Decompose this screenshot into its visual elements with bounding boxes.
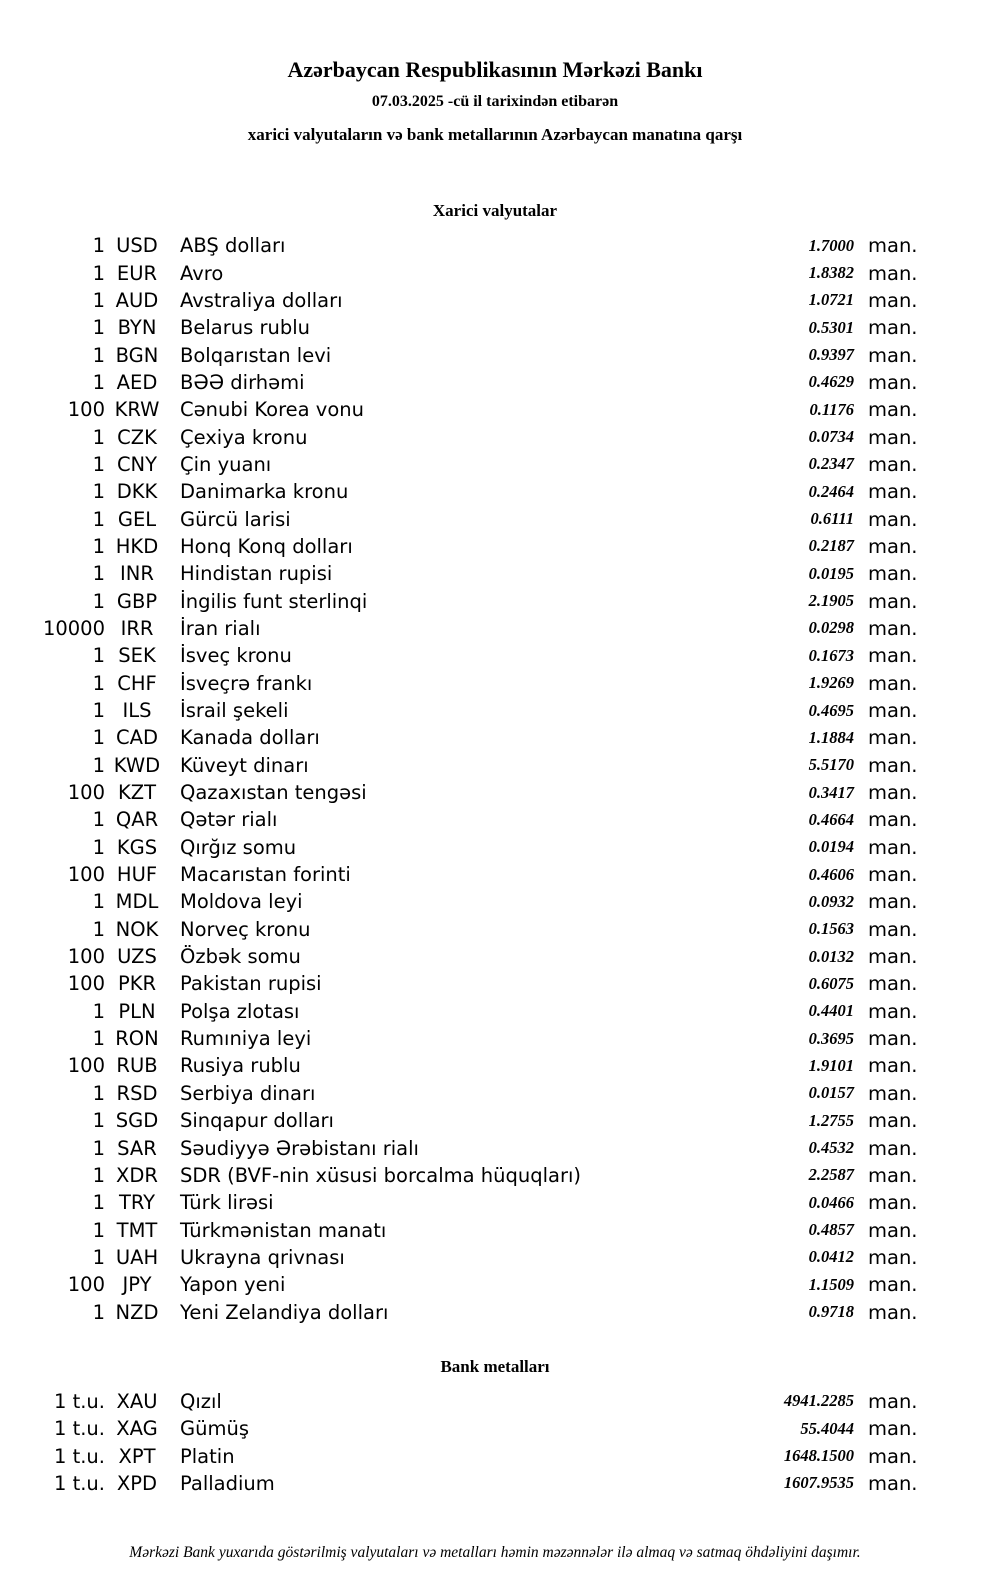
row-rate-value: 0.4857: [808, 1220, 854, 1240]
rate-row: [0, 697, 922, 724]
row-unit-label: man.: [868, 1444, 918, 1468]
row-unit-label: man.: [868, 589, 918, 613]
row-currency-code: XPD: [116, 1471, 158, 1495]
row-currency-name: Cənubi Korea vonu: [180, 398, 364, 422]
row-unit-label: man.: [868, 370, 918, 394]
row-quantity: 1: [92, 288, 105, 312]
rate-row: [0, 287, 922, 314]
row-rate-value: 2.2587: [808, 1165, 854, 1185]
row-quantity: 100: [67, 972, 105, 996]
row-currency-name: Sinqapur dolları: [180, 1109, 334, 1133]
row-quantity: 100: [67, 1054, 105, 1078]
row-unit-label: man.: [868, 562, 918, 586]
row-currency-name: Hindistan rupisi: [180, 562, 333, 586]
row-currency-code: CHF: [117, 671, 157, 695]
row-unit-label: man.: [868, 316, 918, 340]
row-currency-code: XAU: [116, 1389, 158, 1413]
row-rate-value: 1.1884: [808, 727, 854, 747]
row-quantity: 1: [92, 671, 105, 695]
metals-section-title: Bank metalları: [440, 1356, 550, 1376]
row-currency-name: Pakistan rupisi: [180, 972, 322, 996]
row-currency-name: Belarus rublu: [180, 316, 311, 340]
rate-row: [0, 1470, 922, 1497]
document-subtitle: xarici valyutaların və bank metallarının Azərbaycan manatına qarşı: [247, 125, 743, 144]
row-currency-name: İsveçrə frankı: [180, 671, 313, 695]
row-quantity: 1: [92, 589, 105, 613]
row-currency-name: Kanada dolları: [180, 726, 320, 750]
row-unit-label: man.: [868, 343, 918, 367]
row-quantity: 1: [92, 1218, 105, 1242]
row-quantity: 1: [92, 753, 105, 777]
row-currency-code: USD: [116, 234, 158, 258]
row-unit-label: man.: [868, 261, 918, 285]
row-quantity: 1: [92, 507, 105, 531]
rate-row: [0, 916, 922, 943]
row-unit-label: man.: [868, 699, 918, 723]
row-currency-code: RON: [115, 1027, 159, 1051]
row-rate-value: 1607.9535: [783, 1473, 854, 1493]
row-rate-value: 0.1673: [808, 645, 854, 665]
row-rate-value: 0.1176: [809, 399, 854, 419]
row-currency-name: Yapon yeni: [180, 1273, 286, 1297]
row-quantity: 1: [92, 480, 105, 504]
row-currency-code: TRY: [118, 1191, 156, 1215]
row-rate-value: 55.4044: [800, 1418, 854, 1438]
row-unit-label: man.: [868, 1471, 918, 1495]
row-rate-value: 0.4606: [808, 864, 854, 884]
row-currency-code: KGS: [116, 835, 158, 859]
row-currency-code: EUR: [116, 261, 158, 285]
rate-row: [0, 724, 922, 751]
row-currency-code: SGD: [115, 1109, 159, 1133]
row-currency-code: NZD: [115, 1300, 159, 1324]
row-rate-value: 0.2347: [808, 454, 854, 474]
row-quantity: 1: [92, 1081, 105, 1105]
rate-row: [0, 615, 922, 642]
row-unit-label: man.: [868, 1054, 918, 1078]
row-quantity: 1: [92, 1109, 105, 1133]
row-rate-value: 4941.2285: [783, 1391, 854, 1411]
row-rate-value: 0.0195: [808, 563, 854, 583]
row-currency-name: İsveç kronu: [180, 644, 292, 668]
currencies-section-title: Xarici valyutalar: [432, 201, 558, 220]
row-quantity: 1 t.u.: [53, 1444, 105, 1468]
row-unit-label: man.: [868, 863, 918, 887]
row-unit-label: man.: [868, 1218, 918, 1242]
row-currency-name: Gümüş: [180, 1417, 249, 1441]
rate-row: [0, 1442, 922, 1469]
row-quantity: 1: [92, 425, 105, 449]
row-currency-name: SDR (BVF-nin xüsusi borcalma hüquqları): [180, 1163, 582, 1187]
row-currency-code: UZS: [117, 945, 157, 969]
row-rate-value: 0.4401: [808, 1001, 854, 1021]
rate-row: [0, 1189, 922, 1216]
row-currency-name: Qırğız somu: [180, 835, 297, 859]
row-currency-code: UAH: [115, 1245, 159, 1269]
row-currency-code: BYN: [117, 316, 157, 340]
row-quantity: 100: [67, 945, 105, 969]
rate-row: [0, 1388, 922, 1415]
row-unit-label: man.: [868, 945, 918, 969]
row-quantity: 1: [92, 562, 105, 586]
row-rate-value: 0.0932: [808, 891, 854, 911]
rate-row: [0, 1415, 922, 1442]
row-quantity: 1: [92, 890, 105, 914]
row-currency-code: CNY: [116, 452, 158, 476]
row-currency-name: Rumıniya leyi: [180, 1027, 312, 1051]
row-currency-name: Polşa zlotası: [180, 999, 300, 1023]
row-rate-value: 0.6075: [808, 973, 854, 993]
row-quantity: 1: [92, 1300, 105, 1324]
rate-row: [0, 423, 922, 450]
row-rate-value: 1.9101: [808, 1055, 854, 1075]
row-currency-code: GBP: [116, 589, 158, 613]
row-quantity: 1: [92, 726, 105, 750]
row-currency-name: Qızıl: [180, 1389, 222, 1413]
row-rate-value: 5.5170: [808, 755, 854, 775]
metal-rates-table: [0, 1388, 990, 1497]
row-currency-name: Rusiya rublu: [180, 1054, 301, 1078]
row-currency-code: MDL: [115, 890, 159, 914]
page-title: Azərbaycan Respublikasının Mərkəzi Bankı: [287, 57, 703, 82]
row-unit-label: man.: [868, 1389, 918, 1413]
rate-row: [0, 752, 922, 779]
row-rate-value: 0.4695: [808, 700, 854, 720]
row-rate-value: 1.8382: [808, 263, 854, 283]
rate-row: [0, 888, 922, 915]
row-currency-code: CZK: [117, 425, 157, 449]
row-currency-code: BGN: [115, 343, 159, 367]
row-quantity: 1: [92, 534, 105, 558]
row-rate-value: 0.0466: [808, 1192, 854, 1212]
rate-row: [0, 478, 922, 505]
row-unit-label: man.: [868, 1300, 918, 1324]
row-currency-name: Qazaxıstan tengəsi: [180, 781, 367, 805]
row-unit-label: man.: [868, 480, 918, 504]
row-currency-name: Türk lirəsi: [180, 1191, 274, 1215]
row-rate-value: 0.9718: [808, 1302, 854, 1322]
row-unit-label: man.: [868, 890, 918, 914]
rate-row: [0, 642, 922, 669]
row-currency-code: CAD: [116, 726, 158, 750]
row-unit-label: man.: [868, 808, 918, 832]
row-quantity: 1: [92, 261, 105, 285]
row-currency-name: Bolqarıstan levi: [180, 343, 332, 367]
row-unit-label: man.: [868, 1273, 918, 1297]
row-quantity: 1: [92, 1245, 105, 1269]
row-currency-code: RSD: [116, 1081, 158, 1105]
row-currency-name: Yeni Zelandiya dolları: [180, 1300, 389, 1324]
row-quantity: 1: [92, 917, 105, 941]
rate-row: [0, 259, 922, 286]
rate-row: [0, 560, 922, 587]
row-currency-name: Çexiya kronu: [180, 425, 308, 449]
row-currency-name: ABŞ dolları: [180, 234, 286, 258]
rate-row: [0, 396, 922, 423]
row-currency-name: Ukrayna qrivnası: [180, 1245, 345, 1269]
row-rate-value: 1.1509: [808, 1274, 854, 1294]
row-quantity: 100: [67, 863, 105, 887]
row-currency-code: PKR: [117, 972, 157, 996]
row-quantity: 1 t.u.: [53, 1417, 105, 1441]
row-currency-name: Avstraliya dolları: [180, 288, 343, 312]
row-currency-name: Danimarka kronu: [180, 480, 349, 504]
row-quantity: 1: [92, 699, 105, 723]
rate-row: [0, 806, 922, 833]
row-currency-code: KRW: [114, 398, 160, 422]
row-currency-code: RUB: [116, 1054, 158, 1078]
row-currency-name: İsrail şekeli: [180, 699, 289, 723]
row-unit-label: man.: [868, 288, 918, 312]
row-unit-label: man.: [868, 644, 918, 668]
rate-row: [0, 1216, 922, 1243]
row-unit-label: man.: [868, 398, 918, 422]
disclaimer-text: Mərkəzi Bank yuxarıda göstərilmiş valyutaları və metalları həmin məzənnələr ilə almaq və satmaq öhdəliyini daşımır.: [129, 1544, 861, 1562]
row-quantity: 1: [92, 999, 105, 1023]
row-rate-value: 0.4664: [808, 809, 854, 829]
row-unit-label: man.: [868, 1163, 918, 1187]
row-currency-code: PLN: [118, 999, 156, 1023]
row-unit-label: man.: [868, 452, 918, 476]
row-currency-code: KZT: [117, 781, 157, 805]
row-unit-label: man.: [868, 1417, 918, 1441]
row-quantity: 1: [92, 1136, 105, 1160]
row-unit-label: man.: [868, 972, 918, 996]
row-currency-name: Macarıstan forinti: [180, 863, 351, 887]
row-quantity: 1: [92, 452, 105, 476]
row-unit-label: man.: [868, 1191, 918, 1215]
row-currency-code: IRR: [120, 616, 154, 640]
row-unit-label: man.: [868, 534, 918, 558]
row-unit-label: man.: [868, 781, 918, 805]
rate-row: [0, 779, 922, 806]
rate-row: [0, 834, 922, 861]
rate-row: [0, 1134, 922, 1161]
row-currency-name: Türkmənistan manatı: [180, 1218, 387, 1242]
row-currency-name: Honq Konq dolları: [180, 534, 353, 558]
row-rate-value: 1.7000: [808, 235, 854, 255]
row-quantity: 1: [92, 316, 105, 340]
rate-row: [0, 369, 922, 396]
rate-row: [0, 314, 922, 341]
rate-row: [0, 970, 922, 997]
row-currency-name: Küveyt dinarı: [180, 753, 309, 777]
rate-row: [0, 533, 922, 560]
row-currency-code: XAG: [116, 1417, 158, 1441]
row-currency-name: Platin: [180, 1444, 235, 1468]
row-rate-value: 0.0734: [808, 427, 854, 447]
row-rate-value: 1.0721: [808, 290, 854, 310]
row-unit-label: man.: [868, 753, 918, 777]
row-currency-code: AUD: [115, 288, 159, 312]
rate-row: [0, 341, 922, 368]
row-currency-code: GEL: [117, 507, 157, 531]
rate-row: [0, 1080, 922, 1107]
rate-row: [0, 861, 922, 888]
row-rate-value: 0.4629: [808, 372, 854, 392]
rate-row: [0, 232, 922, 259]
row-currency-name: Səudiyyə Ərəbistanı rialı: [180, 1136, 419, 1160]
row-unit-label: man.: [868, 999, 918, 1023]
row-quantity: 1: [92, 835, 105, 859]
row-quantity: 1: [92, 808, 105, 832]
row-rate-value: 0.2464: [808, 481, 854, 501]
row-currency-name: Çin yuanı: [180, 452, 272, 476]
row-unit-label: man.: [868, 1245, 918, 1269]
row-currency-name: Avro: [180, 261, 224, 285]
row-currency-name: Serbiya dinarı: [180, 1081, 316, 1105]
row-currency-code: AED: [116, 370, 158, 394]
row-quantity: 1: [92, 1191, 105, 1215]
row-quantity: 1: [92, 644, 105, 668]
row-rate-value: 0.0132: [808, 946, 854, 966]
row-rate-value: 0.5301: [808, 317, 854, 337]
row-quantity: 1: [92, 234, 105, 258]
row-rate-value: 0.4532: [808, 1138, 854, 1158]
row-rate-value: 0.3417: [808, 782, 854, 802]
row-currency-name: Özbək somu: [180, 945, 301, 969]
row-currency-code: QAR: [115, 808, 159, 832]
row-unit-label: man.: [868, 234, 918, 258]
row-rate-value: 1.2755: [808, 1110, 854, 1130]
rate-row: [0, 451, 922, 478]
row-quantity: 1: [92, 1163, 105, 1187]
row-currency-code: TMT: [116, 1218, 158, 1242]
row-rate-value: 1.9269: [808, 673, 854, 693]
row-currency-name: Palladium: [180, 1471, 275, 1495]
row-rate-value: 0.0298: [808, 618, 854, 638]
row-unit-label: man.: [868, 507, 918, 531]
row-currency-code: SEK: [118, 644, 156, 668]
row-currency-code: HUF: [116, 863, 158, 887]
row-rate-value: 0.0157: [808, 1083, 854, 1103]
row-unit-label: man.: [868, 616, 918, 640]
row-rate-value: 0.6111: [810, 509, 854, 529]
rate-row: [0, 587, 922, 614]
row-currency-name: İngilis funt sterlinqi: [180, 589, 368, 613]
rate-row: [0, 1107, 922, 1134]
currency-rates-table: [0, 232, 990, 1326]
row-quantity: 100: [67, 398, 105, 422]
row-rate-value: 0.2187: [808, 536, 854, 556]
row-quantity: 1 t.u.: [53, 1471, 105, 1495]
rate-row: [0, 1162, 922, 1189]
row-currency-name: BƏƏ dirhəmi: [180, 370, 305, 394]
row-unit-label: man.: [868, 1109, 918, 1133]
row-currency-code: KWD: [113, 753, 161, 777]
row-rate-value: 0.9397: [808, 345, 854, 365]
row-unit-label: man.: [868, 917, 918, 941]
row-currency-code: XDR: [116, 1163, 158, 1187]
row-currency-name: Qətər rialı: [180, 808, 278, 832]
row-currency-code: ILS: [122, 699, 152, 723]
row-quantity: 1: [92, 1027, 105, 1051]
row-currency-code: INR: [120, 562, 154, 586]
effective-date: 07.03.2025 -cü il tarixindən etibarən: [371, 93, 619, 110]
row-quantity: 10000: [42, 616, 105, 640]
rate-row: [0, 1025, 922, 1052]
row-rate-value: 0.1563: [808, 919, 854, 939]
row-currency-name: Gürcü larisi: [180, 507, 291, 531]
row-unit-label: man.: [868, 1136, 918, 1160]
row-rate-value: 1648.1500: [783, 1446, 854, 1466]
row-currency-code: JPY: [122, 1273, 152, 1297]
row-quantity: 100: [67, 781, 105, 805]
row-unit-label: man.: [868, 1081, 918, 1105]
rate-row: [0, 998, 922, 1025]
rate-row: [0, 1052, 922, 1079]
row-rate-value: 2.1905: [808, 591, 854, 611]
row-currency-code: NOK: [115, 917, 159, 941]
row-unit-label: man.: [868, 835, 918, 859]
row-rate-value: 0.0412: [808, 1247, 854, 1267]
row-unit-label: man.: [868, 671, 918, 695]
rate-row: [0, 1271, 922, 1298]
row-currency-name: Norveç kronu: [180, 917, 311, 941]
row-currency-code: DKK: [116, 480, 158, 504]
row-quantity: 1 t.u.: [53, 1389, 105, 1413]
row-rate-value: 0.0194: [808, 837, 854, 857]
rate-row: [0, 943, 922, 970]
rate-row: [0, 1244, 922, 1271]
row-unit-label: man.: [868, 1027, 918, 1051]
rate-row: [0, 505, 922, 532]
rate-row: [0, 1298, 922, 1325]
row-unit-label: man.: [868, 425, 918, 449]
row-quantity: 100: [67, 1273, 105, 1297]
row-unit-label: man.: [868, 726, 918, 750]
row-currency-code: SAR: [117, 1136, 157, 1160]
row-currency-code: HKD: [115, 534, 159, 558]
row-currency-name: İran rialı: [180, 616, 261, 640]
row-currency-code: XPT: [118, 1444, 156, 1468]
row-quantity: 1: [92, 343, 105, 367]
row-quantity: 1: [92, 370, 105, 394]
rate-row: [0, 670, 922, 697]
row-rate-value: 0.3695: [808, 1028, 854, 1048]
row-currency-name: Moldova leyi: [180, 890, 303, 914]
